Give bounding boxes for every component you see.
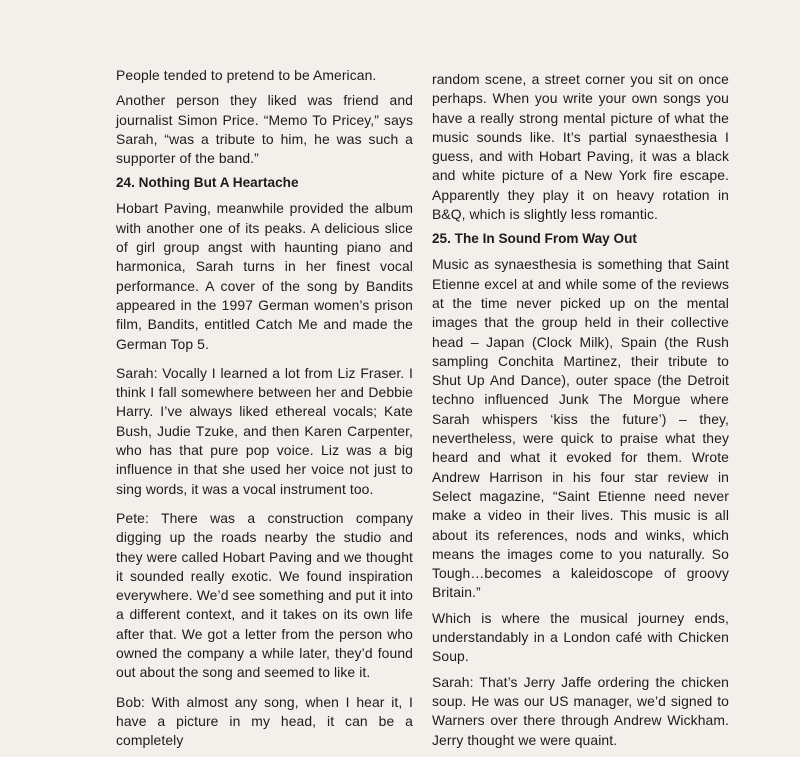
paragraph: Bob: With almost any song, when I hear it, I have a picture in my head, it can be a completely — [116, 693, 413, 749]
paragraph: Sarah: Vocally I learned a lot from Liz Fraser. I think I fall somewhere between her and Debbie Harry. I’ve always liked ethereal vocals; Kate Bush, Judie Tzuke, and then Karen Carpenter, who has that pure pop voice. Liz was a big influence in that she used her voice not just to sing words, it was a vocal instrument too. — [116, 364, 413, 497]
paragraph: People tended to pretend to be American. — [116, 67, 377, 83]
paragraph: Pete: There was a construction company digging up the roads nearby the studio and they were called Hobart Paving and we thought it sounded really exotic. We found inspiration everywhere. We’d see something and put it into a different context, and it takes on its own life after that. We got a letter from the person who owned the company a while later, they’d found out about the song and seemed to like it. — [116, 509, 413, 681]
paragraph: Which is where the musical journey ends, understandably in a London café with Chicken Soup. — [432, 609, 729, 665]
paragraph: Music as synaesthesia is something that Saint Etienne excel at and while some of the reviews at the time never picked up on the mental images that the group held in their collective head – Japan (Clock Milk), Spain (the Rush sampling Conchita Martinez, their tribute to Shut Up And Dance), outer space (the Detroit techno influenced Junk The Morgue where Sarah whispers ‘kiss the future’) – they, nevertheless, were quick to praise what they heard and what it evoked for them. Wrote Andrew Harrison in his four star review in Select magazine, “Saint Etienne need never make a video in their lives. This music is all about its references, nods and winks, which means the images come to you naturally. So Tough…becomes a kaleidoscope of groovy Britain.” — [432, 256, 729, 601]
section-heading-25: 25. The In Sound From Way Out — [432, 231, 637, 247]
right-column — [432, 70, 729, 756]
paragraph: Hobart Paving, meanwhile provided the album with another one of its peaks. A delicious slice of girl group angst with haunting piano and harmonica, Sarah turns in her finest vocal performance. A cover of the song by Bandits appeared in the 1997 German women’s prison film, Bandits, entitled Catch Me and made the German Top 5. — [116, 200, 413, 352]
left-column — [116, 66, 413, 757]
paragraph: Another person they liked was friend and journalist Simon Price. “Memo To Pricey,” says Sarah, “was a tribute to him, he was such a supporter of the band.” — [116, 92, 413, 167]
paragraph: random scene, a street corner you sit on once perhaps. When you write your own songs you have a really strong mental picture of what the music sounds like. It’s partial synaesthesia I guess, and with Hobart Paving, it was a black and white picture of a New York fire escape. Apparently they play it on heavy rotation in B&Q, which is slightly less romantic. — [432, 71, 729, 223]
section-heading-24: 24. Nothing But A Heartache — [116, 175, 299, 191]
paragraph: Sarah: That’s Jerry Jaffe ordering the chicken soup. He was our US manager, we’d signed to Warners over there through Andrew Wickham. Jerry thought we were quaint. — [432, 673, 729, 748]
